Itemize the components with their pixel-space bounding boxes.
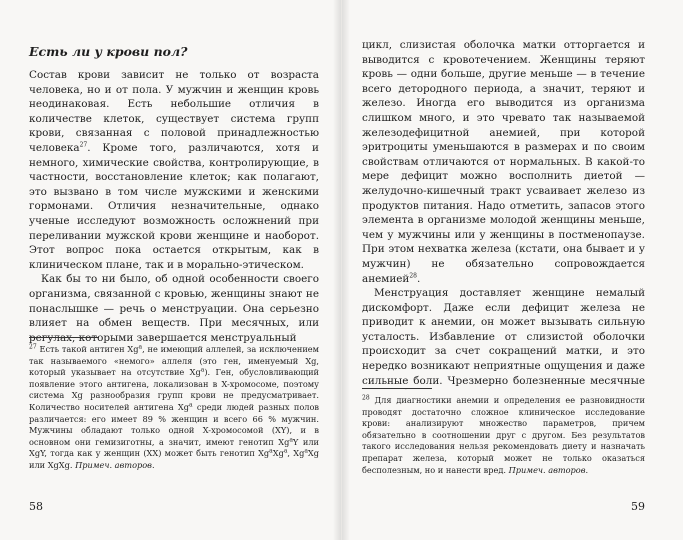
right-paragraph-2: Менструация доставляет женщине немалый дискомфорт. Даже если дефицит железа не приводит к анемии, он может вызывать сильную усталость. Избавление от слизистой оболочки происходит за счет сокращений матки, и это нередко возникают неприятные ощущения и даже сильные боли. Чрезмерно болезненные месячные bbox=[362, 287, 645, 387]
page-number-right: 59 bbox=[631, 500, 645, 513]
left-footnote-area bbox=[29, 337, 319, 472]
section-heading: Есть ли у крови пол? bbox=[29, 44, 188, 59]
right-page bbox=[342, 0, 683, 540]
footnote-27: $^{27}$ Есть такой антиген Xg$^a$, не имеющий аллелей, за исключением так называемого «немого» аллеля (это ген, именуемый Xg, который указывает на отсутствие Xg$^a$). Ген, обусловливающий появление этого антигена, локализован в X-хромосоме, поэтому система Xg разнообразия групп крови не предусматривает. Количество носителей антигена Xg$^a$ среди людей разных полов различается: его имеет 89 % женщин и всего 66 % мужчин. Мужчины обладают только одной X-хромосомой (XY), и в основном они гемизиготны, а значит, имеют генотип Xg$^a$Y или XgY, тогда как у женщин (XX) может быть генотип Xg$^a$Xg$^a$, Xg$^a$Xg или XgXg. Примеч. авторов. bbox=[29, 343, 319, 470]
footnote-divider bbox=[29, 337, 99, 338]
right-paragraph-1: цикл, слизистая оболочка матки отторгается и выводится с кровотечением. Женщины теряют кровь — одни больше, другие меньше — в течение всего детородного периода, а значит, теряют и железо. Иногда его выводится из организма слишком много, и это чревато так называемой железодефицитной анемией, при которой эритроциты уменьшаются в размерах и по своим свойствам отличаются от нормальных. В какой-то мере дефицит можно восполнить диетой — желудочно-кишечный тракт усваивает железо из продуктов питания. Надо отметить, запасов этого элемента в организме молодой женщины меньше, чем у мужчины или у женщины в постменопаузе. При этом нехватка железа (кстати, она бывает и у мужчин) не обязательно сопровождается анемией$^{28}$. bbox=[362, 39, 645, 285]
footnote-28: $^{28}$ Для диагностики анемии и определения ее разновидности проводят достаточно сложное клиническое исследование крови: анализируют множество параметров, причем обязательно в соотношении друг с другом. Без результатов такого исследования нельзя рекомендовать диету и назначать препарат железа, который может не только оказаться бесполезным, но и нанести вред. Примеч. авторов. bbox=[362, 394, 645, 475]
left-paragraph-2: Как бы то ни было, об одной особенности своего организма, связанной с кровью, женщины знают не понаслышке — речь о менструации. Она серьезно влияет на обмен веществ. При месячных, или регулах, которыми завершается менструальный bbox=[29, 273, 319, 344]
right-body-text bbox=[362, 38, 645, 390]
left-page bbox=[0, 0, 341, 540]
footnote-ref-27[interactable]: 27 bbox=[79, 141, 88, 149]
footnote-divider bbox=[362, 388, 432, 389]
footnote-ref-28[interactable]: 28 bbox=[409, 272, 417, 280]
left-paragraph-1: Состав крови зависит не только от возраста человека, но и от пола. У мужчин и женщин кровь неодинаковая. Есть небольшие отличия в количестве клеток, существует система групп крови, связанная с половой принадлежностью человека$^{27}$. Кроме того, различаются, хотя и немного, химические свойства, контролирующие, в частности, восстановление клеток; как полагают, это вызвано в том числе мужскими и женскими гормонами. Отличия незначительные, однако ученые исследуют возможность осложнений при переливании мужской крови женщине и наоборот. Этот вопрос пока остается открытым, как в клиническом плане, так и в морально-этическом. bbox=[29, 69, 319, 271]
left-body-text bbox=[29, 68, 319, 351]
page-number-left: 58 bbox=[29, 500, 43, 513]
right-footnote-area bbox=[362, 388, 645, 476]
